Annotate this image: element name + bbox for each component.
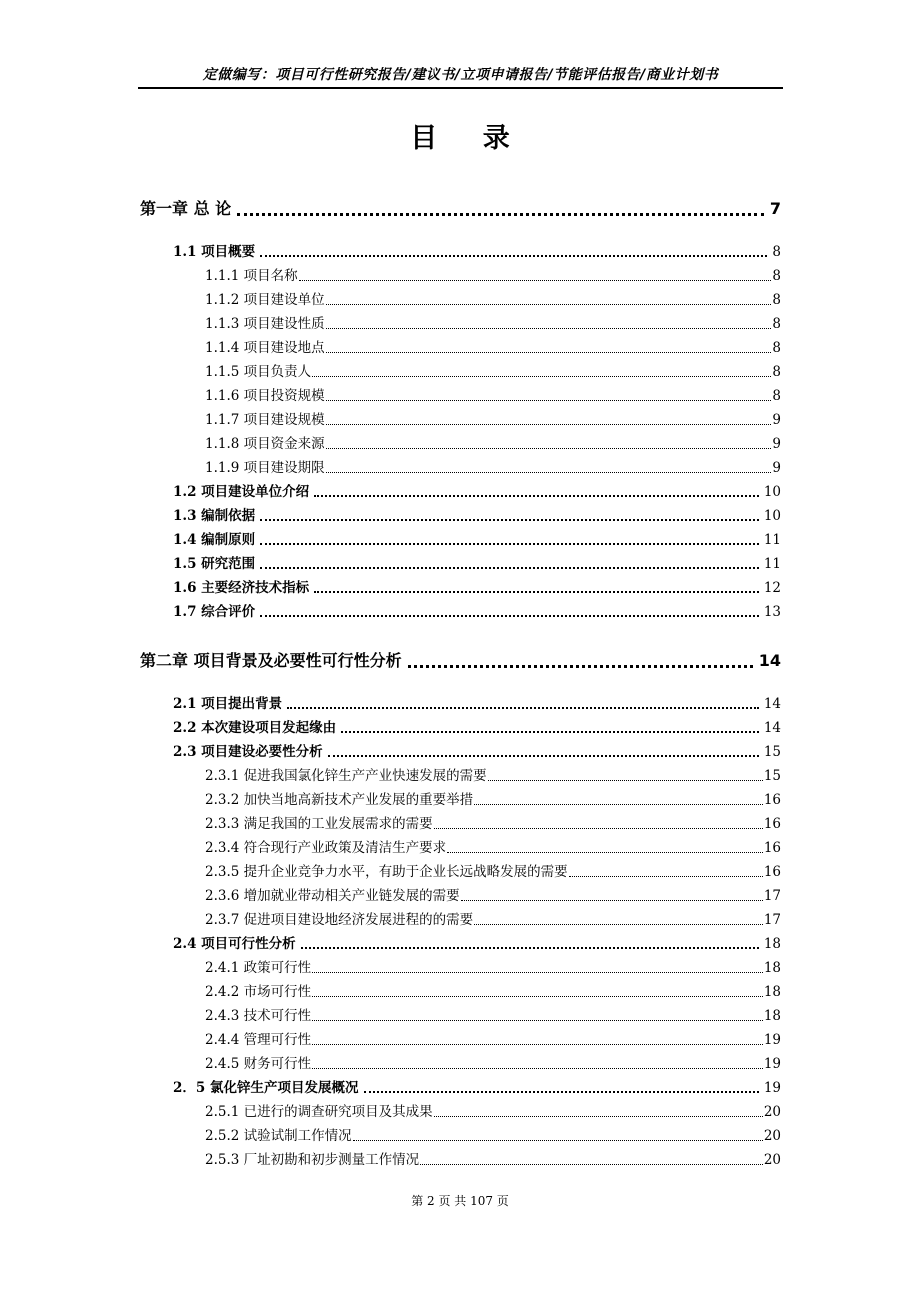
toc-entry-sub[interactable] — [205, 1100, 781, 1120]
toc-entry-page: 9 — [772, 436, 781, 452]
toc-entry-page: 18 — [763, 960, 781, 976]
toc-entry-sub[interactable] — [205, 1028, 781, 1048]
toc-entry-label: 1.1.8 项目资金来源 — [205, 436, 325, 452]
toc-entry-label: 2.4.2 市场可行性 — [205, 984, 312, 1000]
toc-entry-label: 2.4 项目可行性分析 — [173, 936, 296, 952]
dot-leader — [312, 1062, 763, 1069]
toc-entry-chapter[interactable] — [140, 196, 781, 219]
toc-entry-label: 2.3.6 增加就业带动相关产业链发展的需要 — [205, 888, 460, 904]
dot-leader — [447, 846, 763, 853]
toc-entry-page: 11 — [763, 556, 781, 572]
dot-leader — [434, 1110, 763, 1117]
toc-entry-label: 1.1 项目概要 — [173, 244, 256, 260]
toc-entry-page: 11 — [763, 532, 781, 548]
dot-leader — [314, 489, 759, 497]
dot-leader — [260, 513, 759, 521]
dot-leader — [461, 894, 763, 901]
dot-leader — [326, 418, 772, 425]
toc-entry-page: 16 — [763, 840, 781, 856]
toc-entry-page: 19 — [763, 1056, 781, 1072]
toc-entry-page: 14 — [758, 651, 781, 670]
toc-entry-page: 14 — [763, 696, 781, 712]
dot-leader — [314, 585, 759, 593]
dot-leader — [353, 1134, 763, 1141]
dot-leader — [260, 249, 767, 257]
dot-leader — [408, 659, 753, 668]
toc-entry-sub[interactable] — [205, 980, 781, 1000]
header-rule — [138, 87, 783, 89]
toc-entry-page: 13 — [763, 604, 781, 620]
dot-leader — [434, 822, 763, 829]
toc-entry-page: 18 — [763, 936, 781, 952]
dot-leader — [237, 207, 764, 216]
toc-entry-label: 2.3.3 满足我国的工业发展需求的需要 — [205, 816, 433, 832]
toc-entry-section[interactable] — [173, 552, 781, 572]
dot-leader — [326, 346, 772, 353]
toc-entry-label: 2.4.5 财务可行性 — [205, 1056, 312, 1072]
dot-leader — [474, 798, 763, 805]
toc-entry-sub[interactable] — [205, 764, 781, 784]
toc-entry-section[interactable] — [173, 600, 781, 620]
toc-entry-page: 9 — [772, 460, 781, 476]
toc-entry-page: 10 — [763, 508, 781, 524]
toc-entry-label: 2.3.7 促进项目建设地经济发展进程的的需要 — [205, 912, 474, 928]
dot-leader — [260, 537, 759, 545]
dot-leader — [260, 561, 759, 569]
dot-leader — [569, 870, 763, 877]
dot-leader — [474, 918, 763, 925]
toc-entry-section[interactable] — [173, 1076, 781, 1096]
toc-entry-section[interactable] — [173, 576, 781, 596]
toc-entry-label: 2.3.5 提升企业竞争力水平，有助于企业长远战略发展的需要 — [205, 864, 568, 880]
toc-entry-sub[interactable] — [205, 956, 781, 976]
toc-entry-label: 1.4 编制原则 — [173, 532, 256, 548]
toc-entry-page: 18 — [763, 984, 781, 1000]
toc-entry-sub[interactable] — [205, 860, 781, 880]
toc-entry-page: 16 — [763, 864, 781, 880]
toc-entry-section[interactable] — [173, 504, 781, 524]
toc-entry-page: 18 — [763, 1008, 781, 1024]
toc-entry-label: 1.1.6 项目投资规模 — [205, 388, 325, 404]
toc-entry-label: 1.1.2 项目建设单位 — [205, 292, 325, 308]
toc-entry-label: 1.5 研究范围 — [173, 556, 256, 572]
toc-entry-page: 10 — [763, 484, 781, 500]
toc-entry-label: 2.4.3 技术可行性 — [205, 1008, 312, 1024]
toc-entry-page: 8 — [772, 388, 781, 404]
toc-entry-page: 20 — [763, 1104, 781, 1120]
dot-leader — [326, 442, 772, 449]
toc-entry-page: 17 — [763, 888, 781, 904]
toc-entry-section[interactable] — [173, 692, 781, 712]
toc-entry-sub[interactable] — [205, 456, 781, 476]
toc-entry-page: 19 — [763, 1080, 781, 1096]
toc-entry-sub[interactable] — [205, 312, 781, 332]
toc-entry-label: 1.3 编制依据 — [173, 508, 256, 524]
dot-leader — [328, 749, 759, 757]
toc-entry-sub[interactable] — [205, 432, 781, 452]
toc-entry-label: 2.1 项目提出背景 — [173, 696, 283, 712]
toc-entry-sub[interactable] — [205, 884, 781, 904]
toc-entry-page: 15 — [763, 768, 781, 784]
toc-entry-page: 20 — [763, 1128, 781, 1144]
page-header: 定做编写：项目可行性研究报告/建议书/立项申请报告/节能评估报告/商业计划书 — [202, 67, 719, 83]
toc-entry-label: 2.5.3 厂址初勘和初步测量工作情况 — [205, 1152, 420, 1168]
toc-entry-label: 2.3 项目建设必要性分析 — [173, 744, 323, 760]
toc-entry-page: 8 — [772, 268, 781, 284]
dot-leader — [488, 774, 763, 781]
toc-entry-label: 第二章 项目背景及必要性可行性分析 — [140, 651, 402, 670]
toc-entry-label: 2.5.2 试验试制工作情况 — [205, 1128, 352, 1144]
toc-entry-page: 8 — [772, 316, 781, 332]
toc-entry-page: 15 — [763, 744, 781, 760]
toc-entry-page: 7 — [769, 199, 781, 218]
toc-entry-sub[interactable] — [205, 360, 781, 380]
toc-entry-page: 16 — [763, 816, 781, 832]
toc-entry-label: 2.3.2 加快当地高新技术产业发展的重要举措 — [205, 792, 474, 808]
toc-entry-label: 2.3.4 符合现行产业政策及清洁生产要求 — [205, 840, 447, 856]
dot-leader — [312, 990, 763, 997]
toc-entry-sub[interactable] — [205, 264, 781, 284]
toc-entry-sub[interactable] — [205, 1004, 781, 1024]
toc-entry-sub[interactable] — [205, 1052, 781, 1072]
toc-entry-section[interactable] — [173, 716, 781, 736]
dot-leader — [312, 966, 763, 973]
toc-entry-sub[interactable] — [205, 384, 781, 404]
toc-entry-page: 8 — [772, 292, 781, 308]
dot-leader — [420, 1158, 763, 1165]
toc-entry-label: 2.4.1 政策可行性 — [205, 960, 312, 976]
toc-entry-page: 14 — [763, 720, 781, 736]
toc-entry-label: 2．5 氯化锌生产项目发展概况 — [173, 1080, 359, 1096]
toc-entry-page: 16 — [763, 792, 781, 808]
toc-entry-label: 1.1.7 项目建设规模 — [205, 412, 325, 428]
toc-entry-sub[interactable] — [205, 836, 781, 856]
toc-title: 目 录 — [410, 123, 528, 154]
toc-entry-page: 8 — [772, 244, 781, 260]
dot-leader — [260, 609, 759, 617]
toc-entry-sub[interactable] — [205, 812, 781, 832]
dot-leader — [364, 1085, 759, 1093]
toc-entry-page: 8 — [772, 340, 781, 356]
toc-entry-sub[interactable] — [205, 1124, 781, 1144]
toc-entry-label: 1.6 主要经济技术指标 — [173, 580, 310, 596]
toc-entry-label: 2.5.1 已进行的调查研究项目及其成果 — [205, 1104, 433, 1120]
dot-leader — [301, 941, 759, 949]
toc-entry-label: 1.1.3 项目建设性质 — [205, 316, 325, 332]
dot-leader — [326, 298, 772, 305]
dot-leader — [312, 1038, 763, 1045]
toc-entry-page: 20 — [763, 1152, 781, 1168]
dot-leader — [312, 370, 771, 377]
toc-entry-page: 12 — [763, 580, 781, 596]
toc-entry-chapter[interactable] — [140, 648, 781, 671]
toc-entry-section[interactable] — [173, 480, 781, 500]
toc-entry-label: 第一章 总 论 — [140, 199, 232, 218]
dot-leader — [312, 1014, 763, 1021]
dot-leader — [287, 701, 759, 709]
toc-entry-label: 1.1.5 项目负责人 — [205, 364, 312, 380]
toc-entry-label: 1.1.4 项目建设地点 — [205, 340, 325, 356]
toc-entry-page: 9 — [772, 412, 781, 428]
toc-entry-page: 8 — [772, 364, 781, 380]
toc-entry-label: 1.1.9 项目建设期限 — [205, 460, 325, 476]
toc-entry-label: 1.2 项目建设单位介绍 — [173, 484, 310, 500]
toc-entry-section[interactable] — [173, 528, 781, 548]
toc-entry-label: 1.7 综合评价 — [173, 604, 256, 620]
toc-entry-sub[interactable] — [205, 408, 781, 428]
toc-entry-label: 2.3.1 促进我国氯化锌生产产业快速发展的需要 — [205, 768, 487, 784]
toc-entry-label: 1.1.1 项目名称 — [205, 268, 298, 284]
dot-leader — [299, 274, 772, 281]
page-footer: 第 2 页 共 107 页 — [411, 1194, 509, 1208]
toc-entry-sub[interactable] — [205, 788, 781, 808]
toc-entry-sub[interactable] — [205, 1148, 781, 1168]
dot-leader — [341, 725, 759, 733]
toc-entry-page: 17 — [763, 912, 781, 928]
toc-entry-section[interactable] — [173, 740, 781, 760]
toc-entry-section[interactable] — [173, 240, 781, 260]
dot-leader — [326, 466, 772, 473]
dot-leader — [326, 322, 772, 329]
toc-entry-label: 2.2 本次建设项目发起缘由 — [173, 720, 337, 736]
toc-entry-page: 19 — [763, 1032, 781, 1048]
toc-entry-label: 2.4.4 管理可行性 — [205, 1032, 312, 1048]
toc-entry-sub[interactable] — [205, 908, 781, 928]
toc-entry-sub[interactable] — [205, 336, 781, 356]
dot-leader — [326, 394, 772, 401]
toc-entry-sub[interactable] — [205, 288, 781, 308]
toc-entry-section[interactable] — [173, 932, 781, 952]
